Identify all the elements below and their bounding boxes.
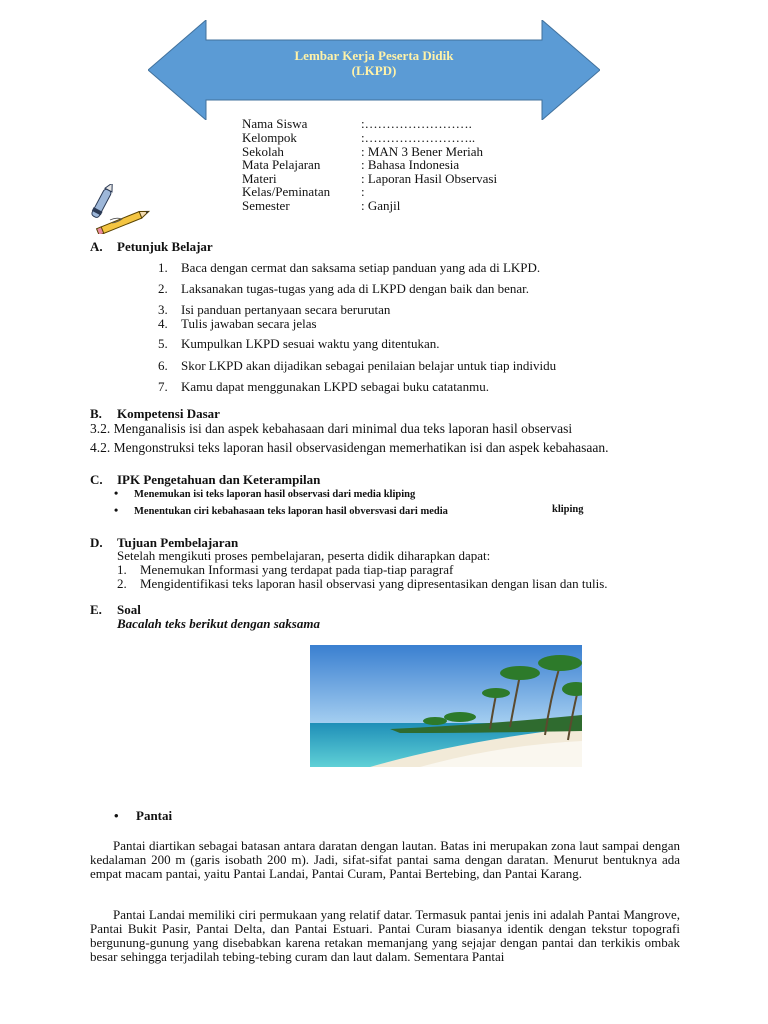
identity-label: Semester (242, 198, 290, 213)
bullet-text: Menentukan ciri kebahasaan teks laporan hasil obversvasi dari media (134, 506, 448, 517)
list-text: Skor LKPD akan dijadikan sebagai penilaian belajar untuk tiap individu (181, 358, 557, 373)
identity-value: : Ganjil (361, 198, 401, 213)
bullet-text-tail: kliping (552, 504, 584, 515)
section-b-heading (90, 406, 220, 421)
identity-value: : MAN 3 Bener Meriah (361, 144, 484, 159)
identity-label: Materi (242, 171, 277, 186)
section-e-heading (90, 602, 141, 617)
article-paragraph: Pantai diartikan sebagai batasan antara daratan dengan lautan. Batas ini merupakan zona laut sampai dengan kedalaman 200 m (garis isobath 200 m). Jadi, sifat-sifat pantai sama dengan daratan. Menurut bentuknya ada empat macam pantai, yaitu Pantai Landai, Pantai Curam, Pantai Bertebing, dan Pantai Karang. (90, 838, 680, 881)
identity-value: :……………………. (361, 116, 472, 131)
section-letter: B. (90, 406, 102, 421)
list-number: 1. (158, 260, 168, 275)
identity-value: : (361, 184, 365, 199)
bullet-dot-icon: • (114, 808, 119, 823)
list-item (158, 337, 440, 351)
section-a-heading (90, 239, 213, 254)
section-letter: C. (90, 472, 103, 487)
list-item (158, 317, 317, 331)
section-letter: D. (90, 535, 103, 550)
identity-label: Kelas/Peminatan (242, 184, 331, 199)
article-heading (114, 809, 172, 823)
competency-line: 3.2. Menganalisis isi dan aspek kebahasaan dari minimal dua teks laporan hasil observasi (90, 421, 573, 436)
list-number: 7. (158, 379, 168, 394)
worksheet-title (148, 48, 600, 78)
article-title: Pantai (136, 808, 173, 823)
list-number: 6. (158, 358, 168, 373)
list-text: Menemukan Informasi yang terdapat pada tiap-tiap paragraf (140, 562, 454, 577)
beach-photo (310, 645, 582, 767)
list-number: 2. (158, 281, 168, 296)
reading-instruction: Bacalah teks berikut dengan saksama (117, 616, 320, 631)
article-paragraph: Pantai Landai memiliki ciri permukaan yang relatif datar. Termasuk pantai jenis ini adalah Pantai Mangrove, Pantai Bukit Pasir, Pantai Delta, dan Pantai Estuari. Pantai Curam biasanya identik dengan tekstur topografi bergunung-gunung yang disebabkan karena retakan memanjang yang sejajar dengan pantai dan terkikis ombak besar sehingga terjadilah tebing-tebing curam dan laut dalam. Sementara Pantai (90, 907, 680, 964)
list-text: Laksanakan tugas-tugas yang ada di LKPD dengan baik dan benar. (181, 281, 530, 296)
section-title: Tujuan Pembelajaran (117, 535, 239, 550)
identity-label: Kelompok (242, 130, 297, 145)
pen-and-pencil-icon (84, 184, 156, 234)
identity-label: Sekolah (242, 144, 284, 159)
list-number: 3. (158, 302, 168, 317)
list-text: Isi panduan pertanyaan secara berurutan (181, 302, 391, 317)
indicator-bullet (114, 487, 415, 501)
section-title: Kompetensi Dasar (117, 406, 220, 421)
list-text: Mengidentifikasi teks laporan hasil observasi yang dipresentasikan dengan lisan dan tulis. (140, 576, 608, 591)
list-text: Kumpulkan LKPD sesuai waktu yang ditentukan. (181, 336, 440, 351)
bullet-text: Menemukan isi teks laporan hasil observasi dari media kliping (134, 489, 416, 500)
section-letter: E. (90, 602, 102, 617)
list-text: Tulis jawaban secara jelas (181, 316, 317, 331)
bullet-dot-icon: • (114, 486, 119, 500)
list-text: Baca dengan cermat dan saksama setiap panduan yang ada di LKPD. (181, 260, 541, 275)
objective-item (117, 577, 608, 591)
objective-item (117, 563, 453, 577)
list-item (158, 303, 390, 317)
list-item (158, 359, 556, 373)
section-letter: A. (90, 239, 103, 254)
list-item (158, 380, 489, 394)
list-text: Kamu dapat menggunakan LKPD sebagai buku catatanmu. (181, 379, 489, 394)
section-c-heading (90, 472, 320, 487)
list-number: 4. (158, 316, 168, 331)
bullet-dot-icon: • (114, 503, 119, 517)
indicator-bullet (114, 504, 448, 518)
worksheet-title-line1: Lembar Kerja Peserta Didik (294, 48, 454, 63)
list-number: 5. (158, 336, 168, 351)
section-title: Soal (117, 602, 141, 617)
competency-line: 4.2. Mengonstruksi teks laporan hasil observasidengan memerhatikan isi dan aspek kebahasaan. (90, 440, 609, 455)
list-item (158, 261, 540, 275)
identity-value: : Bahasa Indonesia (361, 157, 460, 172)
list-item (158, 282, 529, 296)
worksheet-title-line2: (LKPD) (351, 63, 397, 78)
list-number: 2. (117, 576, 127, 591)
identity-value: :…………………….. (361, 130, 476, 145)
objective-intro: Setelah mengikuti proses pembelajaran, peserta didik diharapkan dapat: (117, 548, 491, 563)
list-number: 1. (117, 562, 127, 577)
identity-label: Nama Siswa (242, 116, 308, 131)
identity-value: : Laporan Hasil Observasi (361, 171, 498, 186)
section-title: Petunjuk Belajar (117, 239, 213, 254)
section-title: IPK Pengetahuan dan Keterampilan (117, 472, 321, 487)
identity-label: Mata Pelajaran (242, 157, 321, 172)
